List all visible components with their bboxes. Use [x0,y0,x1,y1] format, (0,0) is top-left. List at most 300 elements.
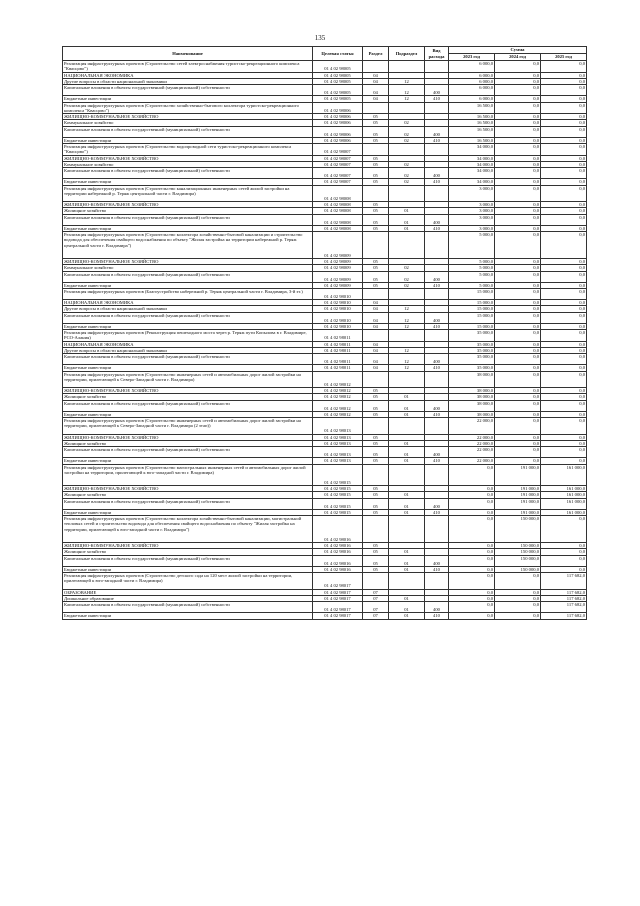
row-sum-2025: 0,0 [541,144,587,156]
row-sum-2025: 0,0 [541,202,587,208]
table-row [63,232,587,259]
row-sum-2025: 0,0 [541,306,587,312]
row-sum-2023: 0,0 [449,498,495,509]
row-sum-2024: 0,0 [495,365,541,371]
row-code: 01 4 02 98005 [313,96,363,102]
row-section [363,144,389,156]
row-sum-2025: 0,0 [541,354,587,365]
row-code: 01 4 02 98013 [313,434,363,440]
row-sum-2024: 0,0 [495,341,541,347]
table-row [63,498,587,509]
header-year-2025: 2025 год [541,54,587,61]
row-sum-2024: 0,0 [495,411,541,417]
row-sum-2024: 0,0 [495,225,541,231]
row-section: 05 [363,225,389,231]
row-sum-2025: 0,0 [541,155,587,161]
row-code: 01 4 02 98008 [313,214,363,225]
row-subsection: 02 [389,168,425,179]
row-subsection: 12 [389,354,425,365]
row-sum-2024: 0,0 [495,394,541,400]
row-sum-2023: 22 000,0 [449,447,495,458]
row-sum-2023: 3 000,0 [449,214,495,225]
row-code: 01 4 02 98017 [313,602,363,613]
row-subsection: 01 [389,595,425,601]
row-section: 05 [363,208,389,214]
row-section: 04 [363,365,389,371]
row-section: 04 [363,85,389,96]
row-code: 01 4 02 98017 [313,589,363,595]
row-exp-type: 400 [425,555,449,566]
row-exp-type: 410 [425,411,449,417]
row-name: Реализация инфраструктурных проектов (Строительство коллектора хозяйственно-бытовой канализации, магистральной тепловых сетей и строительство водовода для обеспечения свайщего водоснабжения по объекту "Жилая застройка на территории, прилегающей к юго-западной части г. Владимира") [63,516,313,543]
row-sum-2024: 0,0 [495,102,541,114]
row-name: Капитальные вложения в объекты государственной (муниципальной) собственности [63,168,313,179]
row-section: 05 [363,265,389,271]
row-sum-2024: 0,0 [495,208,541,214]
row-exp-type [425,102,449,114]
row-sum-2024: 191 000,0 [495,498,541,509]
row-sum-2025: 0,0 [541,265,587,271]
row-code: 01 4 02 98006 [313,114,363,120]
row-sum-2025: 117 682,0 [541,613,587,619]
row-sum-2025: 0,0 [541,330,587,342]
row-sum-2024: 0,0 [495,306,541,312]
table-row [63,185,587,201]
row-exp-type: 410 [425,509,449,515]
row-sum-2023: 0,0 [449,573,495,589]
row-sum-2023: 0,0 [449,555,495,566]
row-subsection: 01 [389,440,425,446]
row-sum-2023: 38 000,0 [449,388,495,394]
row-exp-type [425,371,449,387]
row-exp-type: 400 [425,354,449,365]
row-section: 07 [363,589,389,595]
row-name: ЖИЛИЩНО-КОММУНАЛЬНОЕ ХОЗЯЙСТВО [63,434,313,440]
row-section: 04 [363,78,389,84]
row-name: Реализация инфраструктурных проектов (Строительство сетей электроснабжения туристско-рекреационного комплекса "Квасцово") [63,61,313,73]
row-sum-2023: 5 000,0 [449,259,495,265]
row-sum-2023: 5 000,0 [449,265,495,271]
row-subsection [389,330,425,342]
header-subsection: Подраздел [389,47,425,61]
row-sum-2023: 0,0 [449,464,495,486]
row-section: 07 [363,602,389,613]
row-sum-2024: 0,0 [495,120,541,126]
row-name: Реализация инфраструктурных проектов (Строительство водопроводной сети туристско-рекреационного комплекса "Квасцово") [63,144,313,156]
row-subsection: 12 [389,78,425,84]
row-subsection [389,102,425,114]
row-exp-type [425,289,449,300]
row-section [363,418,389,434]
row-sum-2024: 0,0 [495,168,541,179]
row-subsection: 01 [389,225,425,231]
row-sum-2024: 0,0 [495,289,541,300]
row-sum-2025: 0,0 [541,114,587,120]
row-sum-2024: 0,0 [495,348,541,354]
row-name: ЖИЛИЩНО-КОММУНАЛЬНОЕ ХОЗЯЙСТВО [63,543,313,549]
row-name: Бюджетные инвестиции [63,179,313,185]
row-sum-2023: 35 000,0 [449,348,495,354]
header-year-2024: 2024 год [495,54,541,61]
row-subsection: 01 [389,555,425,566]
table-row [63,61,587,73]
row-code: 01 4 02 98016 [313,549,363,555]
row-sum-2025: 0,0 [541,282,587,288]
row-exp-type: 410 [425,566,449,572]
row-name: Капитальные вложения в объекты государственной (муниципальной) собственности [63,602,313,613]
row-section [363,516,389,543]
row-name: Капитальные вложения в объекты государственной (муниципальной) собственности [63,498,313,509]
row-name: Капитальные вложения в объекты государственной (муниципальной) собственности [63,447,313,458]
table-row [63,418,587,434]
row-section: 05 [363,543,389,549]
row-sum-2023: 0,0 [449,516,495,543]
row-code: 01 4 02 98007 [313,144,363,156]
row-sum-2024: 0,0 [495,259,541,265]
row-name: Реализация инфраструктурных проектов (Строительство канализационных инженерных сетей жилой застройки на территории набережной р. Теряж центральной части г. Владимира) [63,185,313,201]
row-sum-2025: 0,0 [541,566,587,572]
row-section: 04 [363,72,389,78]
row-sum-2023: 34 000,0 [449,155,495,161]
row-sum-2023: 35 000,0 [449,341,495,347]
row-sum-2024: 150 000,0 [495,549,541,555]
row-section: 05 [363,549,389,555]
row-code: 01 4 02 98005 [313,85,363,96]
row-code: 01 4 02 98012 [313,411,363,417]
row-exp-type [425,573,449,589]
row-sum-2025: 0,0 [541,225,587,231]
row-name: Капитальные вложения в объекты государственной (муниципальной) собственности [63,555,313,566]
row-code: 01 4 02 98017 [313,573,363,589]
row-sum-2025: 0,0 [541,137,587,143]
row-sum-2023: 6 000,0 [449,96,495,102]
row-name: Бюджетные инвестиции [63,282,313,288]
row-section: 05 [363,434,389,440]
row-sum-2023: 5 000,0 [449,232,495,259]
row-name: Реализация инфраструктурных проектов (Реконструкция пешеходного моста через р. Теряж пути Копылова в г. Владимире, РСО-Алания) [63,330,313,342]
row-sum-2024: 0,0 [495,61,541,73]
row-sum-2024: 150 000,0 [495,543,541,549]
row-subsection [389,516,425,543]
row-exp-type [425,464,449,486]
row-exp-type: 400 [425,400,449,411]
row-sum-2023: 34 000,0 [449,168,495,179]
row-sum-2024: 191 000,0 [495,492,541,498]
row-code: 01 4 02 98006 [313,120,363,126]
row-exp-type: 410 [425,137,449,143]
row-sum-2023: 15 000,0 [449,300,495,306]
row-sum-2025: 0,0 [541,214,587,225]
row-code: 01 4 02 98008 [313,202,363,208]
table-row [63,289,587,300]
row-name: Реализация инфраструктурных проектов (Строительство хозяйственно-бытового коллектора туристско-рекреационного комплекса "Квасцово") [63,102,313,114]
row-sum-2024: 0,0 [495,312,541,323]
row-code: 01 4 02 98009 [313,282,363,288]
row-subsection [389,144,425,156]
row-exp-type: 400 [425,126,449,137]
row-sum-2023: 3 000,0 [449,208,495,214]
row-name: Бюджетные инвестиции [63,96,313,102]
row-subsection: 01 [389,566,425,572]
row-sum-2024: 150 000,0 [495,516,541,543]
row-subsection [389,185,425,201]
row-sum-2023: 0,0 [449,602,495,613]
row-sum-2024: 0,0 [495,271,541,282]
row-exp-type: 410 [425,225,449,231]
row-exp-type: 410 [425,365,449,371]
table-row [63,271,587,282]
row-sum-2024: 191 000,0 [495,509,541,515]
row-subsection [389,232,425,259]
row-section: 04 [363,96,389,102]
row-exp-type: 410 [425,323,449,329]
row-sum-2023: 34 000,0 [449,144,495,156]
row-sum-2024: 0,0 [495,179,541,185]
table-row [63,168,587,179]
row-exp-type [425,185,449,201]
row-name: НАЦИОНАЛЬНАЯ ЭКОНОМИКА [63,300,313,306]
row-code: 01 4 02 98006 [313,102,363,114]
row-exp-type: 400 [425,271,449,282]
row-sum-2025: 0,0 [541,271,587,282]
table-row [63,613,587,619]
row-name: Реализация инфраструктурных проектов (Благоустройство набережной р. Теряж центральной части г. Владимира, 3-й эт.) [63,289,313,300]
table-row [63,85,587,96]
row-exp-type: 400 [425,498,449,509]
table-row [63,312,587,323]
row-exp-type: 410 [425,458,449,464]
row-section: 07 [363,613,389,619]
row-sum-2023: 38 000,0 [449,400,495,411]
row-sum-2023: 5 000,0 [449,271,495,282]
row-sum-2025: 0,0 [541,179,587,185]
row-name: НАЦИОНАЛЬНАЯ ЭКОНОМИКА [63,72,313,78]
row-sum-2023: 3 000,0 [449,202,495,208]
row-name: Другие вопросы в области национальной экономики [63,78,313,84]
row-name: ЖИЛИЩНО-КОММУНАЛЬНОЕ ХОЗЯЙСТВО [63,155,313,161]
row-sum-2023: 22 000,0 [449,434,495,440]
row-sum-2023: 16 500,0 [449,120,495,126]
row-exp-type [425,144,449,156]
table-row [63,144,587,156]
row-sum-2023: 0,0 [449,509,495,515]
row-subsection: 01 [389,509,425,515]
row-sum-2023: 22 000,0 [449,458,495,464]
row-sum-2025: 0,0 [541,388,587,394]
row-section: 05 [363,120,389,126]
row-section: 05 [363,168,389,179]
row-sum-2025: 117 682,0 [541,589,587,595]
row-name: Бюджетные инвестиции [63,613,313,619]
row-name: Капитальные вложения в объекты государственной (муниципальной) собственности [63,400,313,411]
row-sum-2025: 0,0 [541,126,587,137]
row-exp-type: 400 [425,85,449,96]
row-exp-type: 400 [425,447,449,458]
row-sum-2023: 16 500,0 [449,102,495,114]
row-sum-2024: 0,0 [495,144,541,156]
row-subsection [389,61,425,73]
row-sum-2023: 16 500,0 [449,114,495,120]
row-sum-2024: 0,0 [495,300,541,306]
row-code: 01 4 02 98008 [313,185,363,201]
row-sum-2025: 161 000,0 [541,509,587,515]
row-sum-2025: 0,0 [541,411,587,417]
row-code: 01 4 02 98015 [313,486,363,492]
row-name: Коммунальное хозяйство [63,120,313,126]
row-sum-2024: 0,0 [495,126,541,137]
row-exp-type: 400 [425,168,449,179]
row-code: 01 4 02 98010 [313,289,363,300]
row-sum-2025: 0,0 [541,323,587,329]
row-code: 01 4 02 98016 [313,555,363,566]
row-sum-2023: 6 000,0 [449,72,495,78]
row-sum-2025: 0,0 [541,312,587,323]
row-section: 05 [363,259,389,265]
table-row [63,371,587,387]
row-subsection: 02 [389,137,425,143]
row-sum-2025: 161 000,0 [541,498,587,509]
row-sum-2023: 35 000,0 [449,354,495,365]
row-section [363,185,389,201]
row-section: 05 [363,126,389,137]
row-name: ЖИЛИЩНО-КОММУНАЛЬНОЕ ХОЗЯЙСТВО [63,259,313,265]
row-name: Реализация инфраструктурных проектов (Строительство детского сада на 120 мест жилой застройки на территории, прилегающей к юго-западной части г. Владимира) [63,573,313,589]
row-sum-2023: 38 000,0 [449,371,495,387]
row-name: Коммунальное хозяйство [63,162,313,168]
row-sum-2023: 0,0 [449,589,495,595]
row-sum-2023: 22 000,0 [449,440,495,446]
row-sum-2024: 0,0 [495,114,541,120]
row-exp-type: 410 [425,282,449,288]
row-sum-2025: 0,0 [541,348,587,354]
row-name: Реализация инфраструктурных проектов (Строительство коллектора хозяйственно-бытовой канализации и строительство водовода для обеспечения свайщего водоснабжения по объекту "Жилая застройка на территории набережной р. Теряж центральной части г. Владимира") [63,232,313,259]
row-name: Капитальные вложения в объекты государственной (муниципальной) собственности [63,126,313,137]
row-sum-2025: 0,0 [541,394,587,400]
row-sum-2025: 0,0 [541,418,587,434]
row-sum-2023: 5 000,0 [449,282,495,288]
row-code: 01 4 02 98016 [313,516,363,543]
row-code: 01 4 02 98005 [313,72,363,78]
table-row [63,573,587,589]
row-sum-2023: 3 000,0 [449,185,495,201]
row-name: Жилищное хозяйство [63,440,313,446]
row-sum-2024: 0,0 [495,85,541,96]
row-section [363,289,389,300]
row-exp-type [425,232,449,259]
row-code: 01 4 02 98016 [313,543,363,549]
row-sum-2025: 0,0 [541,78,587,84]
row-exp-type [425,61,449,73]
row-subsection: 02 [389,162,425,168]
row-subsection: 02 [389,282,425,288]
row-subsection: 01 [389,602,425,613]
row-sum-2023: 22 000,0 [449,418,495,434]
row-code: 01 4 02 98011 [313,341,363,347]
row-section: 05 [363,486,389,492]
row-subsection: 01 [389,613,425,619]
row-subsection [389,371,425,387]
row-section: 05 [363,202,389,208]
row-sum-2025: 0,0 [541,400,587,411]
row-code: 01 4 02 98007 [313,155,363,161]
row-name: ЖИЛИЩНО-КОММУНАЛЬНОЕ ХОЗЯЙСТВО [63,202,313,208]
table-row [63,102,587,114]
row-sum-2024: 0,0 [495,202,541,208]
row-sum-2023: 6 000,0 [449,85,495,96]
row-name: Жилищное хозяйство [63,492,313,498]
row-section: 05 [363,458,389,464]
row-name: Жилищное хозяйство [63,549,313,555]
row-sum-2025: 0,0 [541,162,587,168]
table-row [63,464,587,486]
row-sum-2025: 0,0 [541,434,587,440]
row-subsection [389,289,425,300]
row-code: 01 4 02 98011 [313,365,363,371]
row-code: 01 4 02 98013 [313,458,363,464]
row-sum-2024: 0,0 [495,418,541,434]
row-sum-2023: 15 000,0 [449,306,495,312]
row-code: 01 4 02 98008 [313,225,363,231]
row-name: Капитальные вложения в объекты государственной (муниципальной) собственности [63,271,313,282]
row-section: 05 [363,214,389,225]
row-sum-2024: 0,0 [495,573,541,589]
row-sum-2025: 161 000,0 [541,492,587,498]
row-section [363,232,389,259]
row-section [363,371,389,387]
row-sum-2025: 0,0 [541,300,587,306]
row-code: 01 4 02 98013 [313,447,363,458]
row-sum-2025: 0,0 [541,185,587,201]
row-sum-2025: 0,0 [541,341,587,347]
row-code: 01 4 02 98013 [313,440,363,446]
row-subsection: 01 [389,400,425,411]
row-code: 01 4 02 98011 [313,348,363,354]
row-sum-2023: 0,0 [449,486,495,492]
row-code: 01 4 02 98017 [313,595,363,601]
row-section [363,573,389,589]
row-name: Бюджетные инвестиции [63,323,313,329]
row-sum-2023: 38 000,0 [449,411,495,417]
row-name: Бюджетные инвестиции [63,458,313,464]
row-sum-2023: 35 000,0 [449,365,495,371]
row-code: 01 4 02 98009 [313,271,363,282]
row-sum-2024: 150 000,0 [495,566,541,572]
row-name: ОБРАЗОВАНИЕ [63,589,313,595]
row-subsection: 02 [389,271,425,282]
row-sum-2024: 0,0 [495,595,541,601]
row-section: 04 [363,341,389,347]
row-sum-2024: 0,0 [495,96,541,102]
row-name: Жилищное хозяйство [63,394,313,400]
row-exp-type: 410 [425,179,449,185]
row-sum-2025: 0,0 [541,85,587,96]
row-exp-type: 410 [425,96,449,102]
row-code: 01 4 02 98011 [313,330,363,342]
row-sum-2025: 0,0 [541,440,587,446]
row-section: 05 [363,492,389,498]
row-section: 05 [363,271,389,282]
row-name: Капитальные вложения в объекты государственной (муниципальной) собственности [63,214,313,225]
table-body [63,61,587,620]
row-sum-2025: 0,0 [541,120,587,126]
row-sum-2023: 16 500,0 [449,126,495,137]
row-section: 05 [363,137,389,143]
row-subsection [389,418,425,434]
header-section: Раздел [363,47,389,61]
row-sum-2025: 0,0 [541,516,587,543]
row-sum-2025: 117 682,0 [541,595,587,601]
row-name: ЖИЛИЩНО-КОММУНАЛЬНОЕ ХОЗЯЙСТВО [63,114,313,120]
